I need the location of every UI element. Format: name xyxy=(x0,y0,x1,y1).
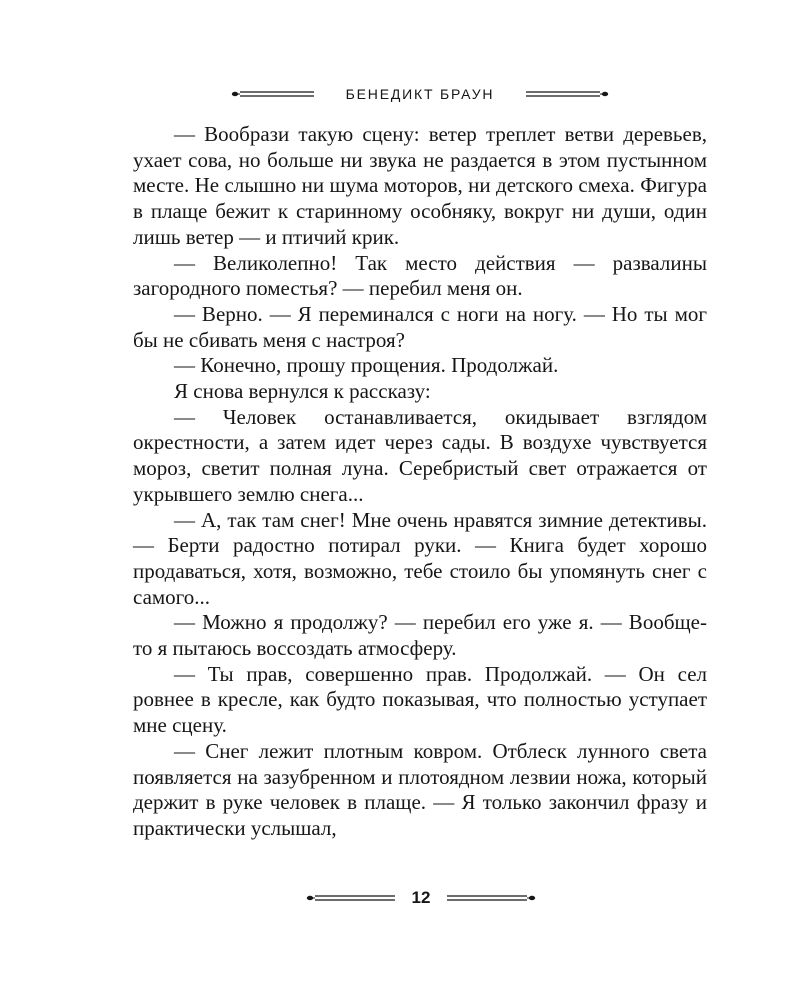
footer-right-ornament-icon xyxy=(447,891,537,905)
footer-left-ornament-icon xyxy=(305,891,395,905)
paragraph: Я снова вернулся к рассказу: xyxy=(174,379,431,404)
paragraph: — Снег лежит плотным ковром. Отблеск лунного света появляется на зазубренном и плотоядном лезвии ножа, который держит в руке человек в плаще. — Я только закончил фразу и практически услышал, xyxy=(133,738,707,840)
page-footer xyxy=(305,885,537,911)
book-author: БЕНЕДИКТ БРАУН xyxy=(345,86,495,102)
paragraph: — Ты прав, совершенно прав. Продолжай. — Он сел ровнее в кресле, как будто показывая, что полностью уступает мне сцену. xyxy=(133,661,707,738)
header-right-ornament-icon xyxy=(526,87,610,101)
page-number: 12 xyxy=(411,888,431,907)
paragraph: — Человек останавливается, окидывает взглядом окрестности, а затем идет через сады. В воздухе чувствуется мороз, светит полная луна. Серебристый свет отражается от укрывшего землю снега... xyxy=(133,404,707,506)
paragraph: — Вообрази такую сцену: ветер треплет ветви деревьев, ухает сова, но больше ни звука не раздается в этом пустынном месте. Не слышно ни шума моторов, ни детского смеха. Фигура в плаще бежит к старинному особняку, вокруг ни души, один лишь ветер — и птичий крик. xyxy=(133,122,707,249)
paragraph: — А, так там снег! Мне очень нравятся зимние детективы. — Берти радостно потирал руки. — Книга будет хорошо продаваться, хотя, возможно, тебе стоило бы упомянуть снег с самого... xyxy=(133,507,707,609)
header-left-ornament-icon xyxy=(230,87,314,101)
paragraph: — Конечно, прошу прощения. Продолжай. xyxy=(174,353,559,378)
paragraph: — Великолепно! Так место действия — развалины загородного поместья? — перебил меня он. xyxy=(133,250,707,301)
running-header xyxy=(230,84,610,106)
page-body-text xyxy=(133,122,707,842)
paragraph: — Можно я продолжу? — перебил его уже я. — Вообще-то я пытаюсь воссоздать атмосферу. xyxy=(133,610,707,661)
paragraph: — Верно. — Я переминался с ноги на ногу. — Но ты мог бы не сбивать меня с настроя? xyxy=(133,301,707,352)
